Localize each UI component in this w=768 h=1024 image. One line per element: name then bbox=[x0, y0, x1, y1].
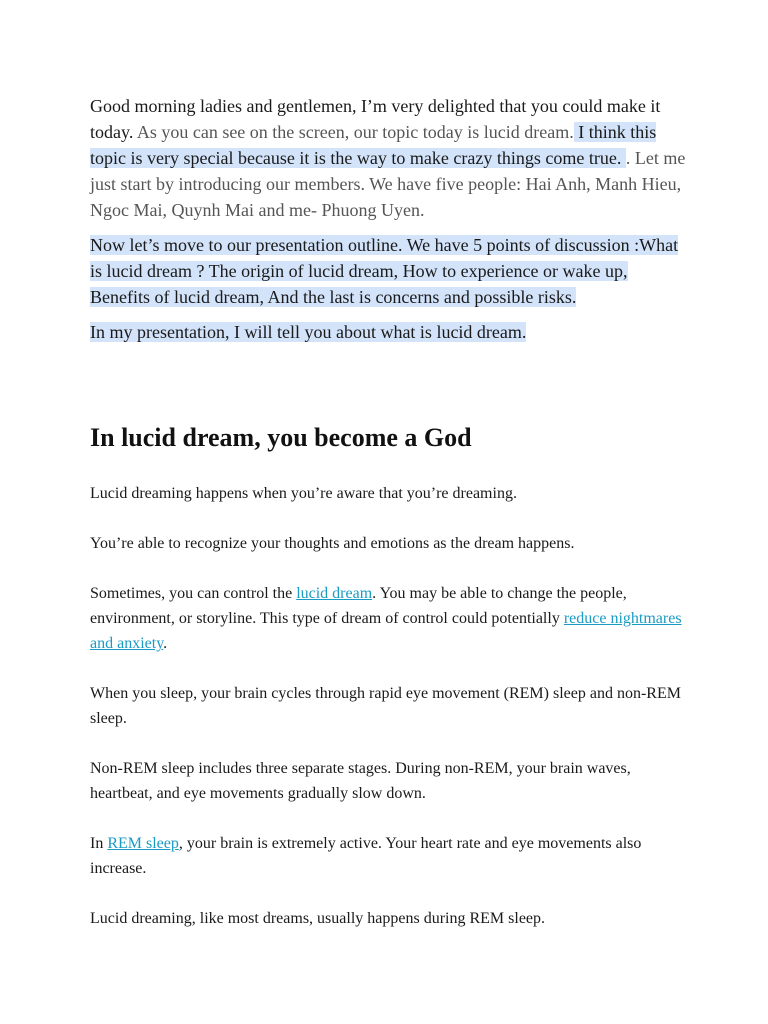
greeting-text: Good morning ladies and gentlemen, I’m very delighted that you could make it today. bbox=[90, 96, 661, 142]
paragraph-text: Sometimes, you can control the bbox=[90, 585, 297, 602]
topic-text: As you can see on the screen, our topic today is lucid dream. bbox=[133, 122, 574, 142]
paragraph-text: . You may be able to change the people, environment, or storyline. This type of dream of control could potentially bbox=[90, 585, 627, 627]
body-paragraph-1: Lucid dreaming happens when you’re aware that you’re dreaming. bbox=[90, 485, 517, 502]
body-paragraph-4: When you sleep, your brain cycles through rapid eye movement (REM) sleep and non-REM sleep. bbox=[90, 685, 681, 727]
paragraph-text: . bbox=[163, 635, 168, 652]
intro-section bbox=[90, 93, 690, 354]
members-text: . Let me just start by introducing our members. We have five people: Hai Anh, Manh Hieu, Ngoc Mai, Quynh Mai and me- Phuong Uyen. bbox=[90, 148, 686, 220]
intro-paragraph-2 bbox=[90, 232, 690, 310]
outline-text: Now let’s move to our presentation outline. We have 5 points of discussion :What is lucid dream ? The origin of lucid dream, How to experience or wake up, Benefits of lucid dream, And the last is concerns and possible risks. bbox=[90, 235, 679, 307]
rem-sleep-link[interactable]: REM sleep bbox=[107, 835, 179, 852]
paragraph-text: , your brain is extremely active. Your heart rate and eye movements also increase. bbox=[90, 835, 642, 877]
intro-paragraph-3 bbox=[90, 319, 690, 345]
body-paragraph-3 bbox=[90, 581, 690, 656]
lucid-dream-link[interactable]: lucid dream bbox=[296, 585, 373, 602]
intro-paragraph-1 bbox=[90, 93, 690, 223]
body-paragraph-7: Lucid dreaming, like most dreams, usually happens during REM sleep. bbox=[90, 910, 546, 927]
paragraph-text: In bbox=[90, 835, 108, 852]
body-section bbox=[90, 481, 690, 956]
presentation-text: In my presentation, I will tell you about what is lucid dream. bbox=[90, 322, 527, 342]
reduce-nightmares-link[interactable]: reduce nightmares and anxiety bbox=[90, 610, 682, 652]
section-heading: In lucid dream, you become a God bbox=[90, 423, 472, 452]
body-paragraph-5: Non-REM sleep includes three separate stages. During non-REM, your brain waves, heartbeat, and eye movements gradually slow down. bbox=[90, 760, 631, 802]
body-paragraph-6 bbox=[90, 831, 690, 881]
highlighted-topic-text: I think this topic is very special because it is the way to make crazy things come true. bbox=[90, 122, 657, 168]
body-paragraph-2: You’re able to recognize your thoughts and emotions as the dream happens. bbox=[90, 535, 575, 552]
